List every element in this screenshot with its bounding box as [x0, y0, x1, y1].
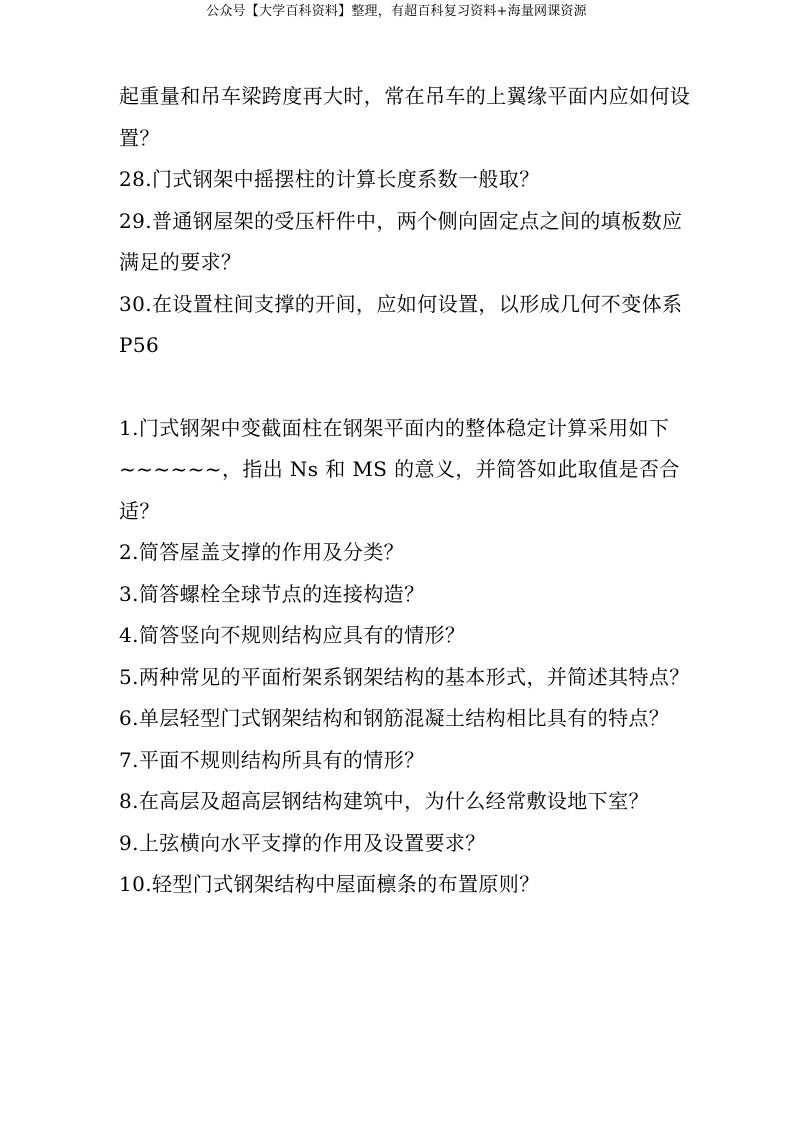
question-item: 2.简答屋盖支撑的作用及分类？: [119, 540, 405, 564]
question-item: 3.简答螺栓全球节点的连接构造？: [119, 581, 425, 606]
page-header: 公众号【大学百科资料】整理，有超百科复习资料+海量网课资源: [206, 4, 587, 19]
question-item: 6.单层轻型门式钢架结构和钢筋混凝土结构相比具有的特点？: [119, 706, 670, 730]
question-item: 5.两种常见的平面桁架系钢架结构的基本形式，并简述其特点？: [119, 664, 690, 689]
question-list-continued: [119, 76, 699, 367]
question-item: 9.上弦横向水平支撑的作用及设置要求？: [119, 830, 486, 855]
document-body: [119, 76, 699, 906]
question-item: 28.门式钢架中摇摆柱的计算长度系数一般取？: [119, 167, 540, 191]
question-item: 起重量和吊车梁跨度再大时，常在吊车的上翼缘平面内应如何设置？: [119, 84, 691, 150]
question-item: 1.门式钢架中变截面柱在钢架平面内的整体稳定计算采用如下~~~~~~，指出 Ns 和 MS 的意义，并简答如此取值是否合适？: [119, 415, 680, 523]
question-item: 8.在高层及超高层钢结构建筑中，为什么经常敷设地下室？: [119, 789, 649, 813]
question-item: 29.普通钢屋架的受压杆件中，两个侧向固定点之间的填板数应满足的要求？: [119, 208, 683, 274]
question-item: 7.平面不规则结构所具有的情形？: [119, 747, 425, 772]
question-item: 30.在设置柱间支撑的开间，应如何设置，以形成几何不变体系 P56: [119, 291, 683, 357]
question-item: 10.轻型门式钢架结构中屋面檩条的布置原则？: [119, 872, 540, 896]
question-list-short-answer: [119, 408, 699, 906]
section-spacer: [119, 367, 699, 408]
question-item: 4.简答竖向不规则结构应具有的情形？: [119, 623, 466, 647]
